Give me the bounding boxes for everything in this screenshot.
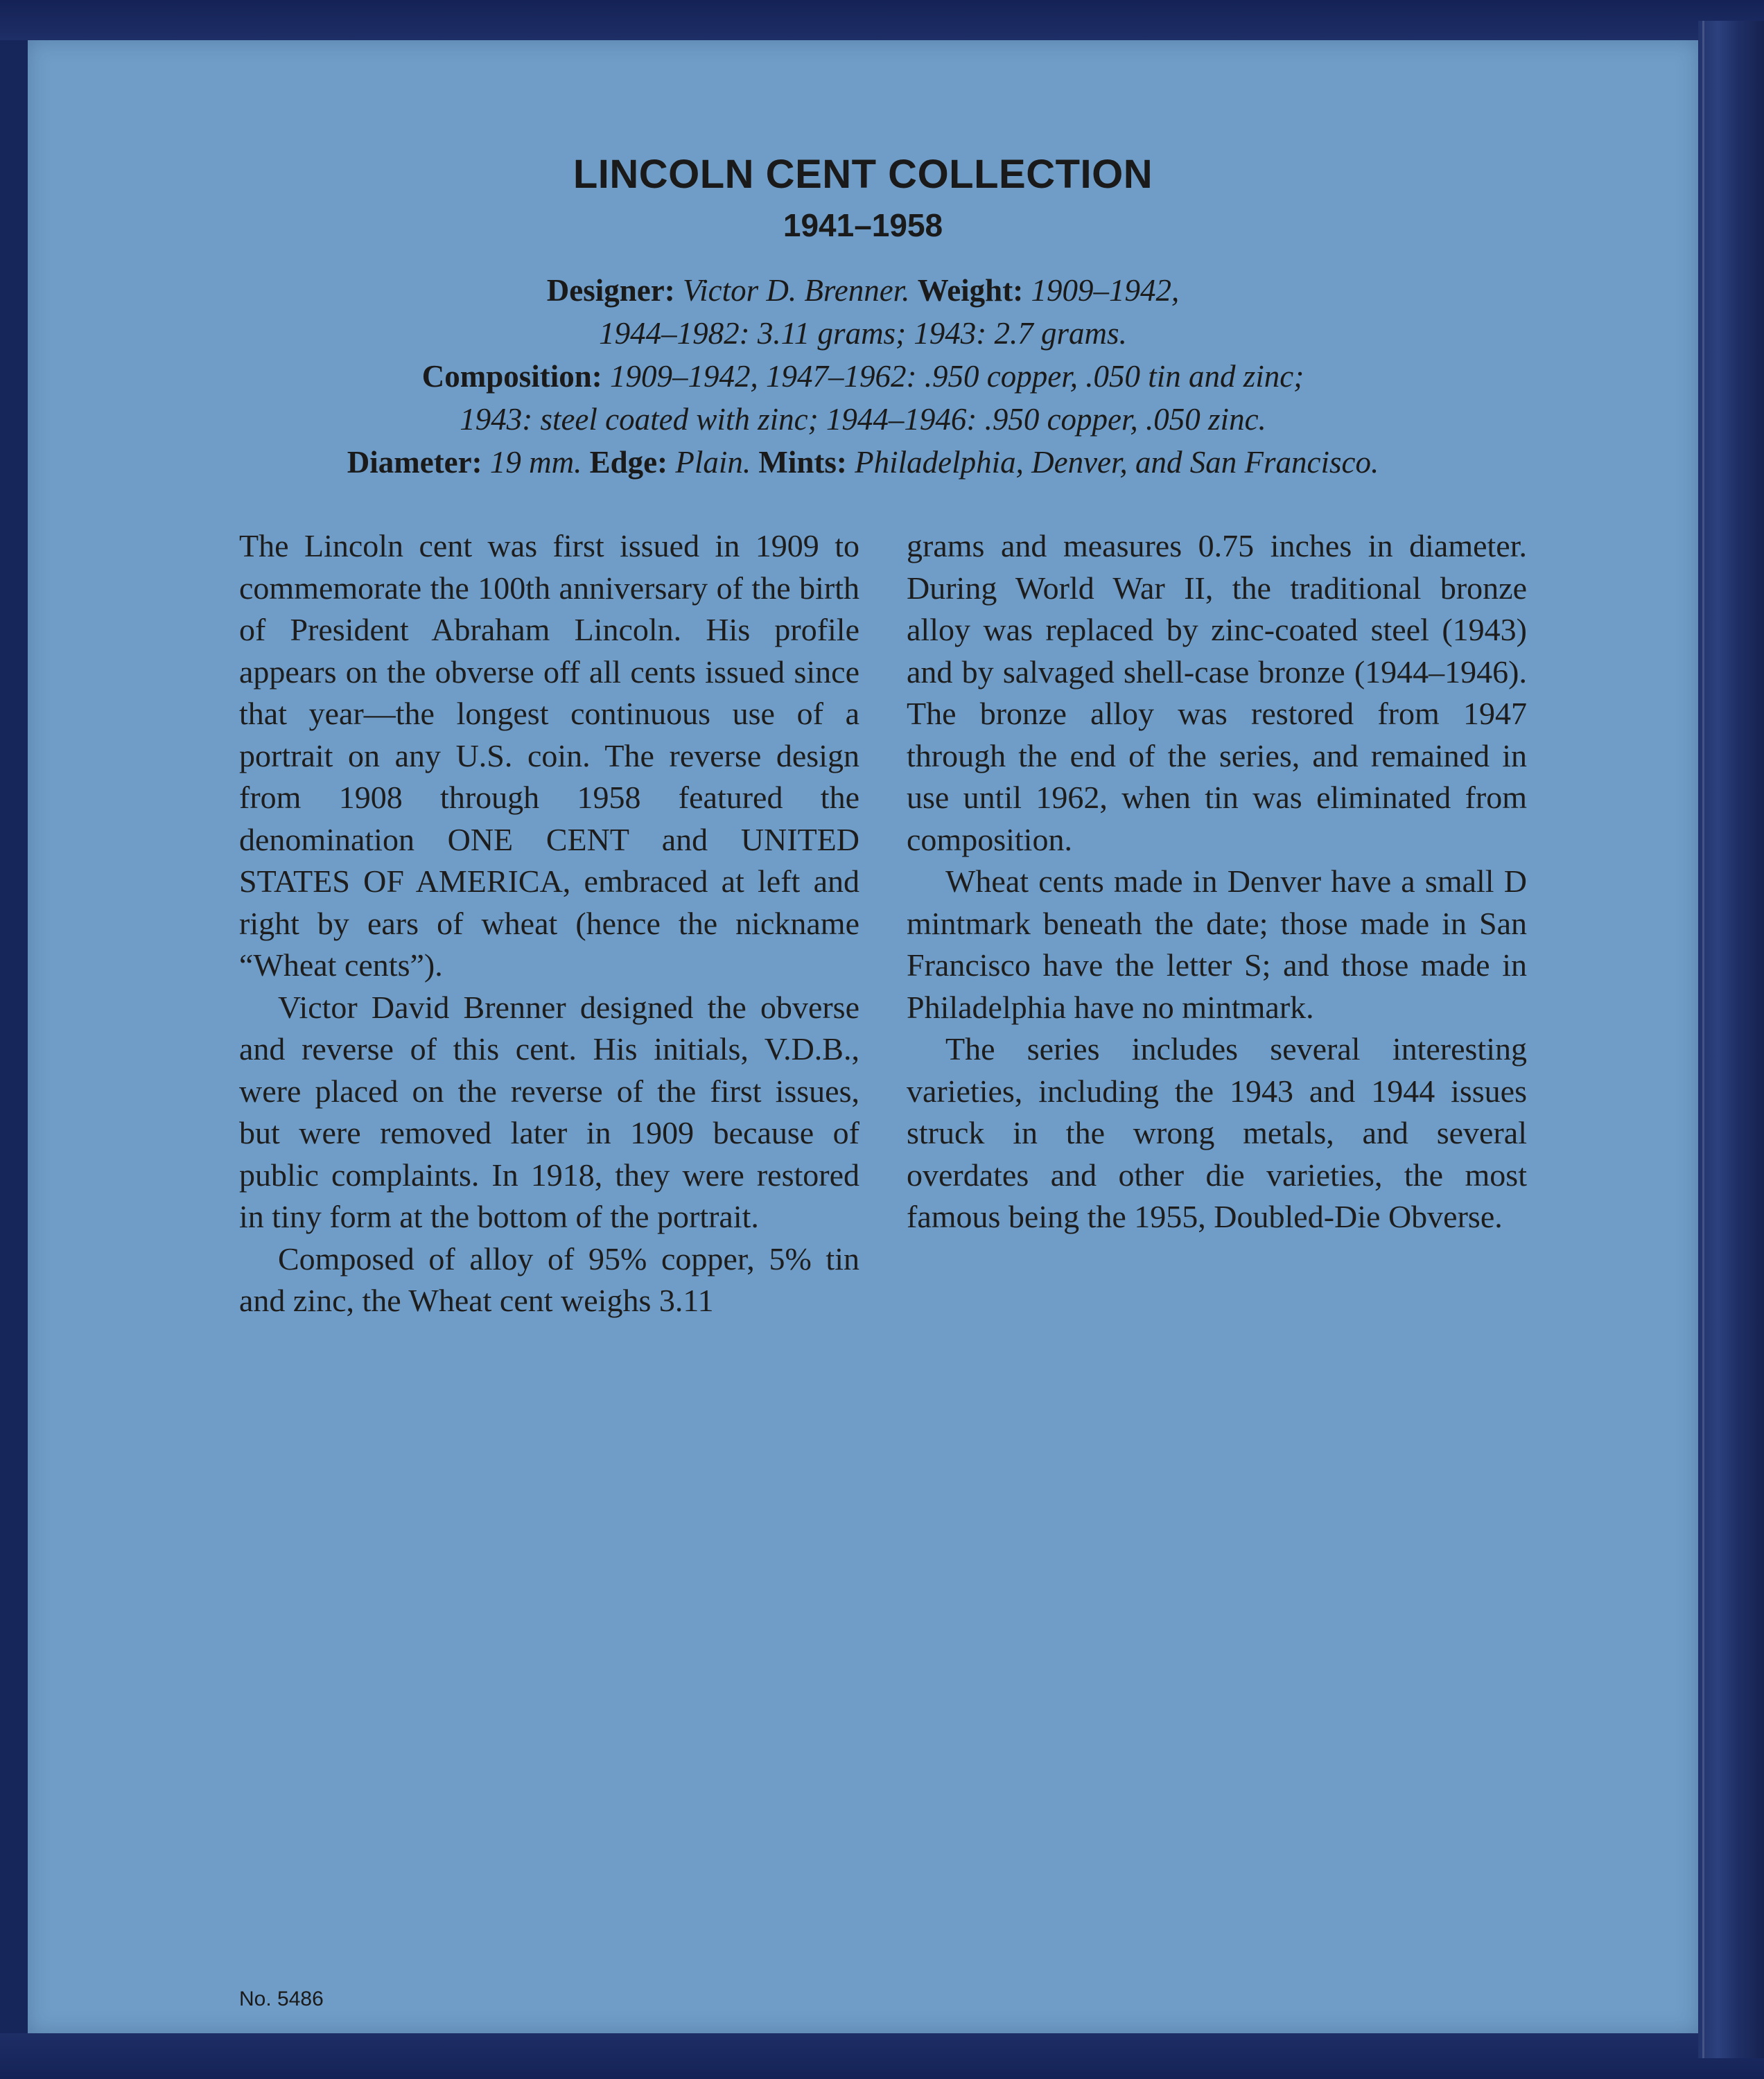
body-column-right [907,525,1527,1238]
designer-value: Victor D. Brenner. [683,273,910,308]
composition-value-part1: 1909–1942, 1947–1962: .950 copper, .050 tin and zinc; [610,359,1304,394]
body-paragraph: The series includes several interesting varieties, including the 1943 and 1944 issues struck in the wrong metals, and several overdates and other die varieties, the most famous being the 1955, Doubled-Die Obverse. [907,1031,1527,1234]
designer-label: Designer: [546,273,675,308]
spec-line-5 [28,441,1698,484]
weight-value-part1: 1909–1942, [1031,273,1180,308]
composition-label: Composition: [421,359,602,394]
body-paragraph: Wheat cents made in Denver have a small D mintmark beneath the date; those made in San Francisco have the letter S; and those made in Philadelphia have no mintmark. [907,863,1527,1025]
weight-value-part2: 1944–1982: 3.11 grams; 1943: 2.7 grams. [599,316,1127,351]
weight-label: Weight: [917,273,1024,308]
body-paragraph: Composed of alloy of 95% copper, 5% tin and zinc, the Wheat cent weighs 3.11 [239,1240,859,1318]
body-paragraph: Victor David Brenner designed the obverse and reverse of this cent. His initials, V.D.B., were placed on the reverse of the first issues, but were removed later in 1909 because of public complaints. In 1918, they were restored in tiny form at the bottom of the portrait. [239,989,859,1234]
edge-label: Edge: [589,445,668,480]
diameter-value: 19 mm. [489,445,582,480]
diameter-label: Diameter: [347,445,482,480]
cover-bottom-edge [0,2033,1764,2079]
page-subtitle-years: 1941–1958 [783,207,943,243]
cover-top-edge [0,0,1764,40]
coin-specifications [28,269,1698,484]
body-paragraph: grams and measures 0.75 inches in diameter. During World War II, the traditional bronze alloy was replaced by zinc-coated steel (1943) and by salvaged shell-case bronze (1944–1946). The bronze alloy was restored from 1947 through the end of the series, and remained in use until 1962, when tin was eliminated from composition. [907,528,1527,857]
body-paragraph: The Lincoln cent was first issued in 1909 to commemorate the 100th anniversary of the birth of President Abraham Lincoln. His profile appears on the obverse off all cents issued since that year—the longest continuous use of a portrait on any U.S. coin. The reverse design from 1908 through 1958 featured the denomination ONE CENT and UNITED STATES OF AMERICA, embraced at left and right by ears of wheat (hence the nickname “Wheat cents”). [239,528,859,983]
spec-line-3 [28,355,1698,398]
mints-value: Philadelphia, Denver, and San Francisco. [855,445,1379,480]
catalog-number: No. 5486 [239,1988,324,2010]
mints-label: Mints: [758,445,847,480]
body-column-left [239,525,859,1322]
book-spine [1698,21,1764,2058]
spec-line-1 [28,269,1698,312]
edge-value: Plain. [675,445,751,480]
back-cover-panel [28,40,1698,2033]
page-title: LINCOLN CENT COLLECTION [573,152,1153,197]
composition-value-part2: 1943: steel coated with zinc; 1944–1946: .950 copper, .050 zinc. [460,402,1266,437]
spec-line-2 [28,312,1698,355]
spec-line-4 [28,398,1698,441]
